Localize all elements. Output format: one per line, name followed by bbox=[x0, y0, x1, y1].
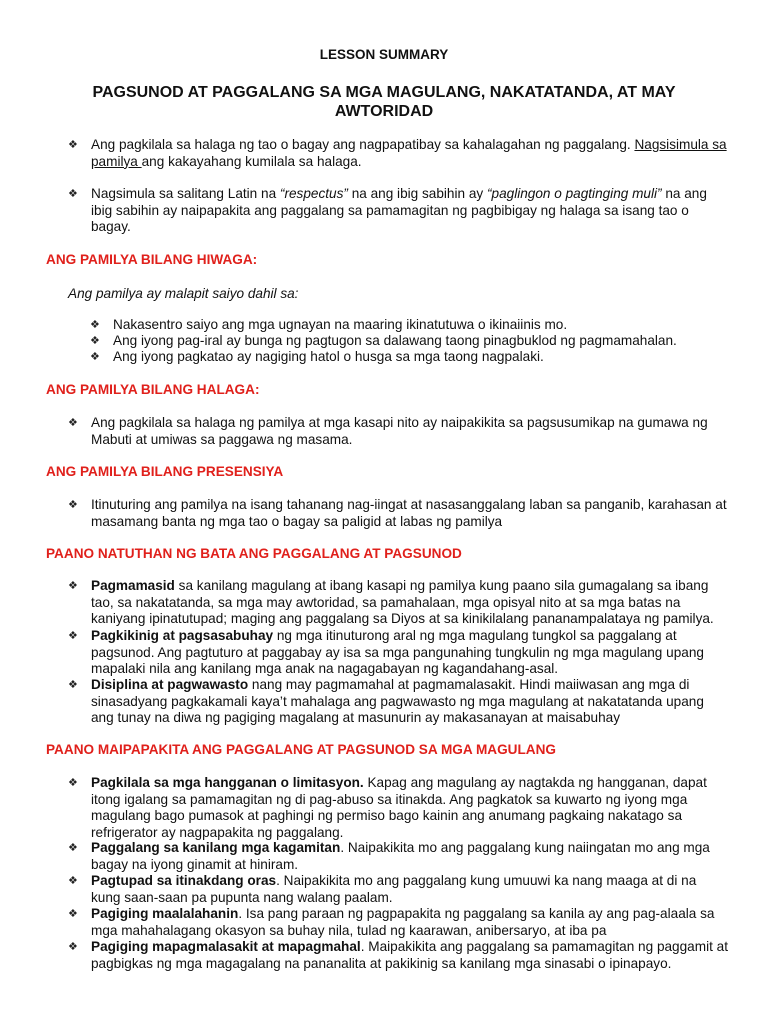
item-body: . Naipakikita mo ang paggalang kung naiingatan mo ang mga bagay na iyong ginamit at hiniram. bbox=[91, 840, 710, 872]
diamond-bullet-icon: ❖ bbox=[90, 319, 100, 331]
main-title: PAGSUNOD AT PAGGALANG SA MGA MAGULANG, NAKATATANDA, AT MAY AWTORIDAD bbox=[92, 84, 676, 120]
diamond-bullet-icon: ❖ bbox=[90, 351, 100, 363]
item-body: . Isa pang paraan ng pagpapakita ng paggalang sa kanila ay ang pag-alaala sa mga mahahalagang okasyon sa buhay nila, tulad ng kaarawan, anibersaryo, at iba pa bbox=[91, 906, 715, 938]
doc-title: LESSON SUMMARY bbox=[319, 47, 449, 62]
list-item bbox=[68, 677, 728, 727]
item-bold-label: Pagmamasid bbox=[91, 578, 175, 593]
intro-2-post: na ang ibig sabihin ay naipapakita ang paggalang sa pamamagitan ng pagbibigay ng halaga sa isang tao o bagay. bbox=[91, 186, 707, 234]
list-item bbox=[68, 840, 728, 873]
list-item-text: Ang iyong pag-iral ay bunga ng pagtugon sa dalawang taong pinagbuklod ng pagmamahalan. bbox=[113, 333, 677, 348]
diamond-bullet-icon: ❖ bbox=[68, 777, 78, 789]
list-item-text: Itinuturing ang pamilya na isang tahanang nag-iingat at nasasanggalang laban sa panganib, karahasan at masamang banta ng mga tao o bagay sa paligid at labas ng pamilya bbox=[91, 497, 727, 529]
list-item-text: Ang pagkilala sa halaga ng pamilya at mga kasapi nito ay naipakikita sa pagsusumikap na gumawa ng Mabuti at umiwas sa paggawa ng masama. bbox=[91, 415, 708, 447]
section-heading-hiwaga: ANG PAMILYA BILANG HIWAGA: bbox=[46, 252, 258, 267]
diamond-bullet-icon: ❖ bbox=[68, 139, 78, 151]
item-body: ng mga itinuturong aral ng mga magulang tungkol sa paggalang at pagsunod. Ang pagtuturo at paggabay ay isa sa mga pangunahing tungkulin ng mga magulang upang mapalaki nila ang kanilang mga anak na nagagabayan ng kagandahang-asal. bbox=[91, 628, 704, 676]
section-heading-maipapakita: PAANO MAIPAPAKITA ANG PAGGALANG AT PAGSUNOD SA MGA MAGULANG bbox=[46, 742, 556, 757]
item-body: . Maipakikita ang paggalang sa pamamagitan ng paggamit at pagbigkas ng mga magagalang na pananalita at pakikinig sa kanilang mga sinasabi o ipinapayo. bbox=[91, 939, 728, 971]
section-heading-presensiya: ANG PAMILYA BILANG PRESENSIYA bbox=[46, 464, 284, 479]
diamond-bullet-icon: ❖ bbox=[68, 908, 78, 920]
list-item bbox=[68, 873, 728, 906]
intro-1-text: Ang pagkilala sa halaga ng tao o bagay ang nagpapatibay sa kahalagahan ng paggalang. bbox=[91, 137, 635, 152]
diamond-bullet-icon: ❖ bbox=[68, 499, 78, 511]
section-heading-halaga: ANG PAMILYA BILANG HALAGA: bbox=[46, 382, 260, 397]
list-item bbox=[68, 578, 728, 628]
diamond-bullet-icon: ❖ bbox=[90, 335, 100, 347]
intro-bullet-1 bbox=[68, 137, 728, 170]
item-bold-label: Pagiging maalalahanin bbox=[91, 906, 239, 921]
item-bold-label: Pagkikinig at pagsasabuhay bbox=[91, 628, 274, 643]
item-bold-label: Pagtupad sa itinakdang oras bbox=[91, 873, 277, 888]
item-body: . Naipakikita mo ang paggalang kung umuuwi ka nang maaga at di na kung saan-saan pa pupunta nang walang paalam. bbox=[91, 873, 697, 905]
intro-1-underlined: Nagsisimula sa pamilya bbox=[91, 137, 727, 169]
item-body: Kapag ang magulang ay nagtakda ng hangganan, dapat itong igalang sa pamamagitan ng di pag-abuso sa itinakda. Ang pagkatok sa kuwarto ng iyong mga magulang bago pumasok at paghingi ng permiso bago kainin ang anumang pagkaing nakatago sa refrigerator ay nagpapakita ng paggalang. bbox=[91, 775, 707, 840]
hiwaga-lead: Ang pamilya ay malapit saiyo dahil sa: bbox=[68, 286, 299, 301]
list-item-text: Nakasentro saiyo ang mga ugnayan na maaring ikinatutuwa o ikinaiinis mo. bbox=[113, 317, 568, 332]
list-item bbox=[90, 317, 730, 334]
list-item bbox=[68, 415, 728, 448]
diamond-bullet-icon: ❖ bbox=[68, 679, 78, 691]
diamond-bullet-icon: ❖ bbox=[68, 875, 78, 887]
item-bold-label: Pagkilala sa mga hangganan o limitasyon. bbox=[91, 775, 364, 790]
intro-2-term2: “paglingon o pagtinging muli” bbox=[486, 186, 662, 201]
diamond-bullet-icon: ❖ bbox=[68, 417, 78, 429]
item-bold-label: Pagiging mapagmalasakit at mapagmahal bbox=[91, 939, 361, 954]
list-item bbox=[68, 775, 728, 841]
diamond-bullet-icon: ❖ bbox=[68, 842, 78, 854]
diamond-bullet-icon: ❖ bbox=[68, 580, 78, 592]
intro-1-post: ang kakayahang kumilala sa halaga. bbox=[141, 153, 362, 169]
list-item bbox=[68, 939, 728, 972]
item-bold-label: Paggalang sa kanilang mga kagamitan bbox=[91, 840, 341, 855]
item-bold-label: Disiplina at pagwawasto bbox=[91, 677, 249, 692]
diamond-bullet-icon: ❖ bbox=[68, 188, 78, 200]
list-item bbox=[68, 497, 728, 530]
diamond-bullet-icon: ❖ bbox=[68, 630, 78, 642]
intro-2-pre: Nagsimula sa salitang Latin na bbox=[91, 186, 280, 201]
list-item bbox=[68, 628, 728, 678]
section-heading-natuthan: PAANO NATUTHAN NG BATA ANG PAGGALANG AT PAGSUNOD bbox=[46, 546, 462, 561]
list-item-text: Ang iyong pagkatao ay nagiging hatol o husga sa mga taong nagpalaki. bbox=[113, 349, 544, 364]
diamond-bullet-icon: ❖ bbox=[68, 941, 78, 953]
list-item bbox=[90, 349, 730, 366]
intro-2-term1: “respectus” bbox=[279, 186, 348, 201]
intro-2-mid: na ang ibig sabihin ay bbox=[347, 186, 487, 201]
list-item bbox=[90, 333, 730, 350]
item-body: nang may pagmamahal at pagmamalasakit. Hindi maiiwasan ang mga di sinasadyang pagkakamali kaya’t mahalaga ang pagwawasto ng mga magulang at nakatatanda upang ang tunay na diwa ng pagiging magalang at masunurin ay makasanayan at maisabuhay bbox=[91, 677, 704, 725]
intro-bullet-2 bbox=[68, 186, 728, 236]
item-body: sa kanilang magulang at ibang kasapi ng pamilya kung paano sila gumagalang sa ibang tao, sa nakatatanda, sa mga may awtoridad, sa pamahalaan, mga opisyal nito at sa mga batas na kaniyang ipinatutupad; maging ang paggalang sa Diyos at sa kinikilalang pananampalataya ng pamilya. bbox=[91, 578, 714, 626]
list-item bbox=[68, 906, 728, 939]
